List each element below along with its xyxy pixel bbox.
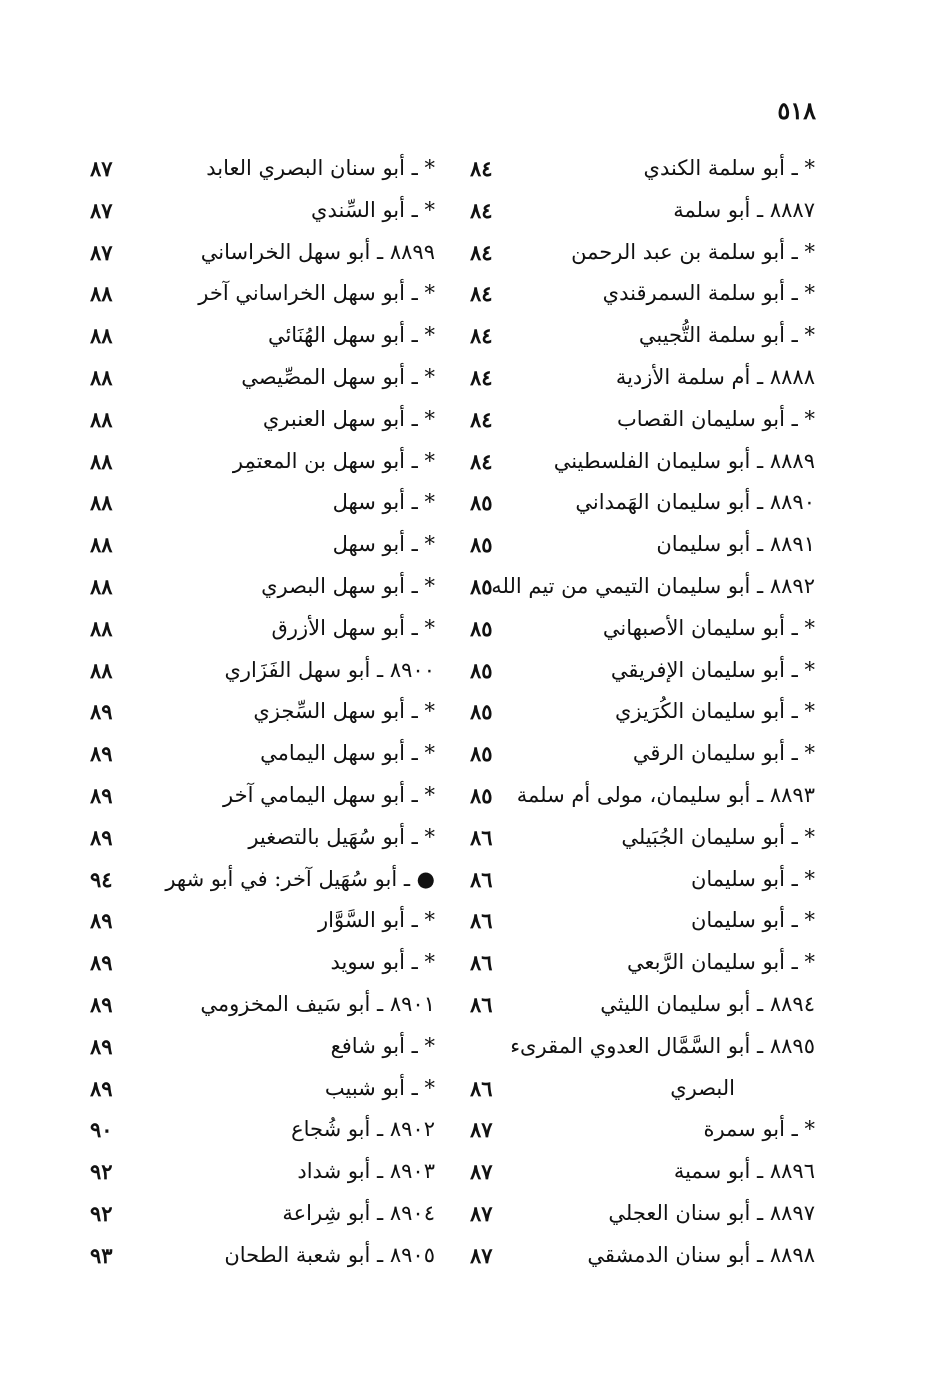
index-entry	[470, 273, 815, 315]
index-entry	[90, 900, 435, 942]
entry-name: ● ـ أبو سُهَيل آخر: في أبو شهر	[165, 866, 435, 891]
index-entry	[90, 273, 435, 315]
entry-name: * ـ أبو سليمان الكُرَيزي	[614, 699, 815, 724]
index-entry	[470, 315, 815, 357]
entry-page-number: ٨٨	[90, 448, 113, 474]
entry-name: * ـ أبو سهل المصِّيصي	[241, 364, 435, 389]
entry-name: * ـ أبو سليمان	[690, 866, 815, 891]
entry-page-number: ٩٤	[90, 866, 113, 892]
entry-name: ٨٩٠٢ ـ أبو شُجاع	[291, 1117, 435, 1142]
index-entry	[90, 1068, 435, 1110]
entry-page-number: ٨٧	[470, 1117, 493, 1143]
index-entry	[470, 1151, 815, 1193]
index-entry	[90, 1235, 435, 1277]
entry-name: * ـ أبو سلمة التُّجيبي	[638, 323, 815, 348]
entry-page-number: ٨٩	[90, 1075, 113, 1101]
entry-name: * ـ أبو سنان البصري العابد	[206, 156, 435, 180]
entry-name: * ـ أبو سلمة الكندي	[643, 156, 815, 180]
entry-page-number: ٨٥	[470, 699, 493, 725]
entry-name: * ـ أبو سُهَيل بالتصغير	[248, 824, 435, 849]
index-entry	[470, 733, 815, 775]
entry-name: * ـ أبو سليمان الرقي	[632, 741, 815, 766]
index-entry	[90, 608, 435, 650]
index-entry	[470, 650, 815, 692]
entry-page-number: ٨٤	[470, 156, 493, 181]
entry-page-number: ٨٤	[470, 197, 493, 223]
entry-page-number: ٨٦	[470, 908, 493, 934]
entry-name: * ـ أبو سهل اليمامي آخر	[223, 782, 435, 807]
index-entry	[90, 1026, 435, 1068]
index-entry	[470, 524, 815, 566]
entry-page-number: ٩٢	[90, 1200, 113, 1226]
entry-page-number: ٨٧	[90, 197, 113, 223]
entry-page-number: ٨٥	[470, 782, 493, 808]
index-entry	[470, 148, 815, 190]
entry-page-number: ٨٧	[90, 239, 113, 265]
entry-page-number: ٨٨	[90, 490, 113, 516]
index-entry	[90, 441, 435, 483]
entry-name: ٨٨٩٠ ـ أبو سليمان الهَمداني	[575, 490, 815, 515]
entry-page-number: ٨٨	[90, 323, 113, 349]
entry-page-number: ٨٨	[90, 573, 113, 599]
entry-page-number: ٨٥	[470, 532, 493, 558]
entry-name: ٨٨٩٩ ـ أبو سهل الخراساني	[200, 239, 435, 264]
entry-page-number: ٨٤	[470, 281, 493, 307]
entry-page-number: ٨٦	[470, 950, 493, 976]
index-entry	[470, 859, 815, 901]
index-entry	[470, 1109, 815, 1151]
entry-page-number: ٨٥	[470, 615, 493, 641]
entry-name: * ـ أبو شافع	[330, 1033, 435, 1058]
entry-name: ٨٩٠٠ ـ أبو سهل الفَزَاري	[224, 657, 435, 682]
index-entry	[90, 357, 435, 399]
entry-name: ٨٨٩٢ ـ أبو سليمان التيمي من تيم الله	[491, 573, 815, 598]
entry-page-number: ٨٤	[470, 448, 493, 474]
entry-name: ٨٨٩٤ ـ أبو سليمان الليثي	[600, 991, 815, 1016]
entry-page-number: ٨٨	[90, 281, 113, 307]
entry-name: * ـ أبو سلمة بن عبد الرحمن	[571, 239, 815, 264]
entry-name: * ـ أبو سهل	[332, 490, 435, 515]
entry-name: ٨٨٨٨ ـ أم سلمة الأزدية	[615, 364, 815, 389]
entry-name: ٨٨٩٨ ـ أبو سنان الدمشقي	[587, 1242, 815, 1267]
entry-page-number: ٨٨	[90, 532, 113, 558]
index-entry	[90, 650, 435, 692]
entry-name: ٨٩٠٤ ـ أبو شِراعة	[282, 1200, 435, 1225]
entry-page-number: ٨٨	[90, 657, 113, 683]
index-entry	[90, 1151, 435, 1193]
index-entry	[90, 190, 435, 232]
index-entry	[90, 1193, 435, 1235]
entry-name: * ـ أبو سمرة	[703, 1117, 815, 1142]
index-entry	[470, 232, 815, 274]
entry-page-number: ٨٨	[90, 364, 113, 390]
entry-name: * ـ أبو سهل العنبري	[262, 406, 435, 431]
entry-name: ٨٨٨٩ ـ أبو سليمان الفلسطيني	[553, 448, 815, 473]
entry-page-number: ٨٨	[90, 406, 113, 432]
entry-name: ٨٨٩٥ ـ أبو السَّمَّال العدوي المقرىء	[510, 1033, 815, 1058]
index-entry	[90, 315, 435, 357]
right-column	[470, 148, 815, 1277]
entry-page-number: ٨٦	[470, 991, 493, 1017]
index-entry	[90, 942, 435, 984]
index-entry	[90, 524, 435, 566]
entry-page-number: ٨٤	[470, 364, 493, 390]
entry-name: ٨٨٨٧ ـ أبو سلمة	[673, 197, 815, 222]
index-entry	[470, 566, 815, 608]
index-entry	[470, 817, 815, 859]
index-entry	[470, 482, 815, 524]
entry-page-number: ٨٥	[470, 741, 493, 767]
left-column	[90, 148, 435, 1277]
entry-name: * ـ أبو سهل الخراساني آخر	[198, 281, 435, 306]
index-entry	[90, 482, 435, 524]
entry-page-number: ٨٧	[470, 1159, 493, 1185]
entry-name: ٨٨٩١ ـ أبو سليمان	[656, 532, 815, 557]
entry-page-number: ٩٠	[90, 1117, 113, 1143]
entry-name: * ـ أبو سهل الأزرق	[271, 615, 435, 640]
index-entry	[470, 984, 815, 1026]
entry-name: ٨٩٠٥ ـ أبو شعبة الطحان	[224, 1242, 435, 1267]
index-entry	[470, 1235, 815, 1277]
entry-page-number: ٨٦	[470, 824, 493, 850]
entry-name: * ـ أبو سهل اليمامي	[260, 741, 435, 766]
index-entry	[470, 190, 815, 232]
entry-name: * ـ أبو سهل بن المعتمِر	[232, 448, 435, 473]
index-entry	[470, 1068, 815, 1110]
entry-name: ٨٩٠٣ ـ أبو شداد	[297, 1159, 435, 1184]
entry-name: * ـ أبو سليمان الأصبهاني	[602, 615, 815, 640]
entry-name: * ـ أبو سلمة السمرقندي	[602, 281, 815, 306]
index-entry	[90, 733, 435, 775]
index-entry	[90, 566, 435, 608]
index-entry	[470, 775, 815, 817]
index-entry	[90, 984, 435, 1026]
index-entry	[90, 859, 435, 901]
entry-page-number: ٨٩	[90, 908, 113, 934]
entry-name: * ـ أبو سهل	[332, 532, 435, 557]
entry-page-number: ٨٩	[90, 824, 113, 850]
entry-page-number: ٨٩	[90, 950, 113, 976]
entry-page-number: ٨٧	[470, 1200, 493, 1226]
entry-name: * ـ أبو شبيب	[324, 1075, 435, 1100]
index-entry	[90, 691, 435, 733]
entry-name: ٨٨٩٣ ـ أبو سليمان، مولى أم سلمة	[516, 782, 815, 807]
entry-page-number: ٨٤	[470, 323, 493, 349]
entry-name: * ـ أبو سليمان القصاب	[617, 406, 815, 431]
entry-name: * ـ أبو سهل البصري	[261, 573, 435, 598]
entry-name: * ـ أبو سليمان	[690, 908, 815, 933]
entry-page-number: ٨٥	[470, 657, 493, 683]
index-entry	[90, 399, 435, 441]
entry-page-number: ٨٧	[470, 1242, 493, 1268]
entry-page-number: ٨٦	[470, 866, 493, 892]
entry-page-number: ٨٧	[90, 156, 113, 181]
entry-page-number: ٨٥	[470, 490, 493, 516]
entry-name: * ـ أبو سليمان الإفريقي	[610, 657, 815, 682]
entry-name: * ـ أبو سهل السِّجزي	[253, 699, 435, 724]
index-entry	[470, 441, 815, 483]
entry-name: * ـ أبو سهل الهُنَائي	[267, 323, 435, 348]
index-entry	[470, 357, 815, 399]
entry-name: * ـ أبو سليمان الرَّبعي	[626, 950, 815, 975]
entry-name: ٨٨٩٦ ـ أبو سمية	[673, 1159, 815, 1184]
index-entry	[90, 817, 435, 859]
index-entry	[470, 1193, 815, 1235]
entry-page-number: ٩٣	[90, 1242, 113, 1268]
entry-page-number: ٩٢	[90, 1159, 113, 1185]
entry-name: * ـ أبو سليمان الجُبَيلي	[621, 824, 815, 849]
entry-page-number: ٨٤	[470, 406, 493, 432]
entry-page-number: ٨٩	[90, 782, 113, 808]
entry-page-number: ٨٩	[90, 741, 113, 767]
entry-name: * ـ أبو السِّندي	[311, 197, 435, 222]
index-entry	[470, 942, 815, 984]
entry-page-number: ٨٥	[470, 573, 493, 599]
index-entry	[470, 399, 815, 441]
entry-name: ٨٨٩٧ ـ أبو سنان العجلي	[608, 1200, 815, 1225]
page-number: ٥١٨	[777, 96, 816, 125]
index-entry	[470, 608, 815, 650]
entry-page-number: ٨٩	[90, 699, 113, 725]
entry-name: * ـ أبو سويد	[330, 950, 435, 975]
entry-name: ٨٩٠١ ـ أبو سَيف المخزومي	[200, 991, 435, 1016]
entry-page-number: ٨٩	[90, 1033, 113, 1059]
entry-page-number: ٨٩	[90, 991, 113, 1017]
entry-page-number: ٨٨	[90, 615, 113, 641]
index-entry	[470, 1026, 815, 1068]
entry-page-number: ٨٦	[470, 1075, 493, 1101]
index-entry	[90, 232, 435, 274]
index-entry	[90, 775, 435, 817]
entry-page-number: ٨٤	[470, 239, 493, 265]
index-entry	[90, 148, 435, 190]
entry-name: البصري	[670, 1075, 735, 1100]
index-entry	[470, 900, 815, 942]
entry-name: * ـ أبو السَّوَّار	[318, 908, 435, 933]
index-entry	[90, 1109, 435, 1151]
index-entry	[470, 691, 815, 733]
